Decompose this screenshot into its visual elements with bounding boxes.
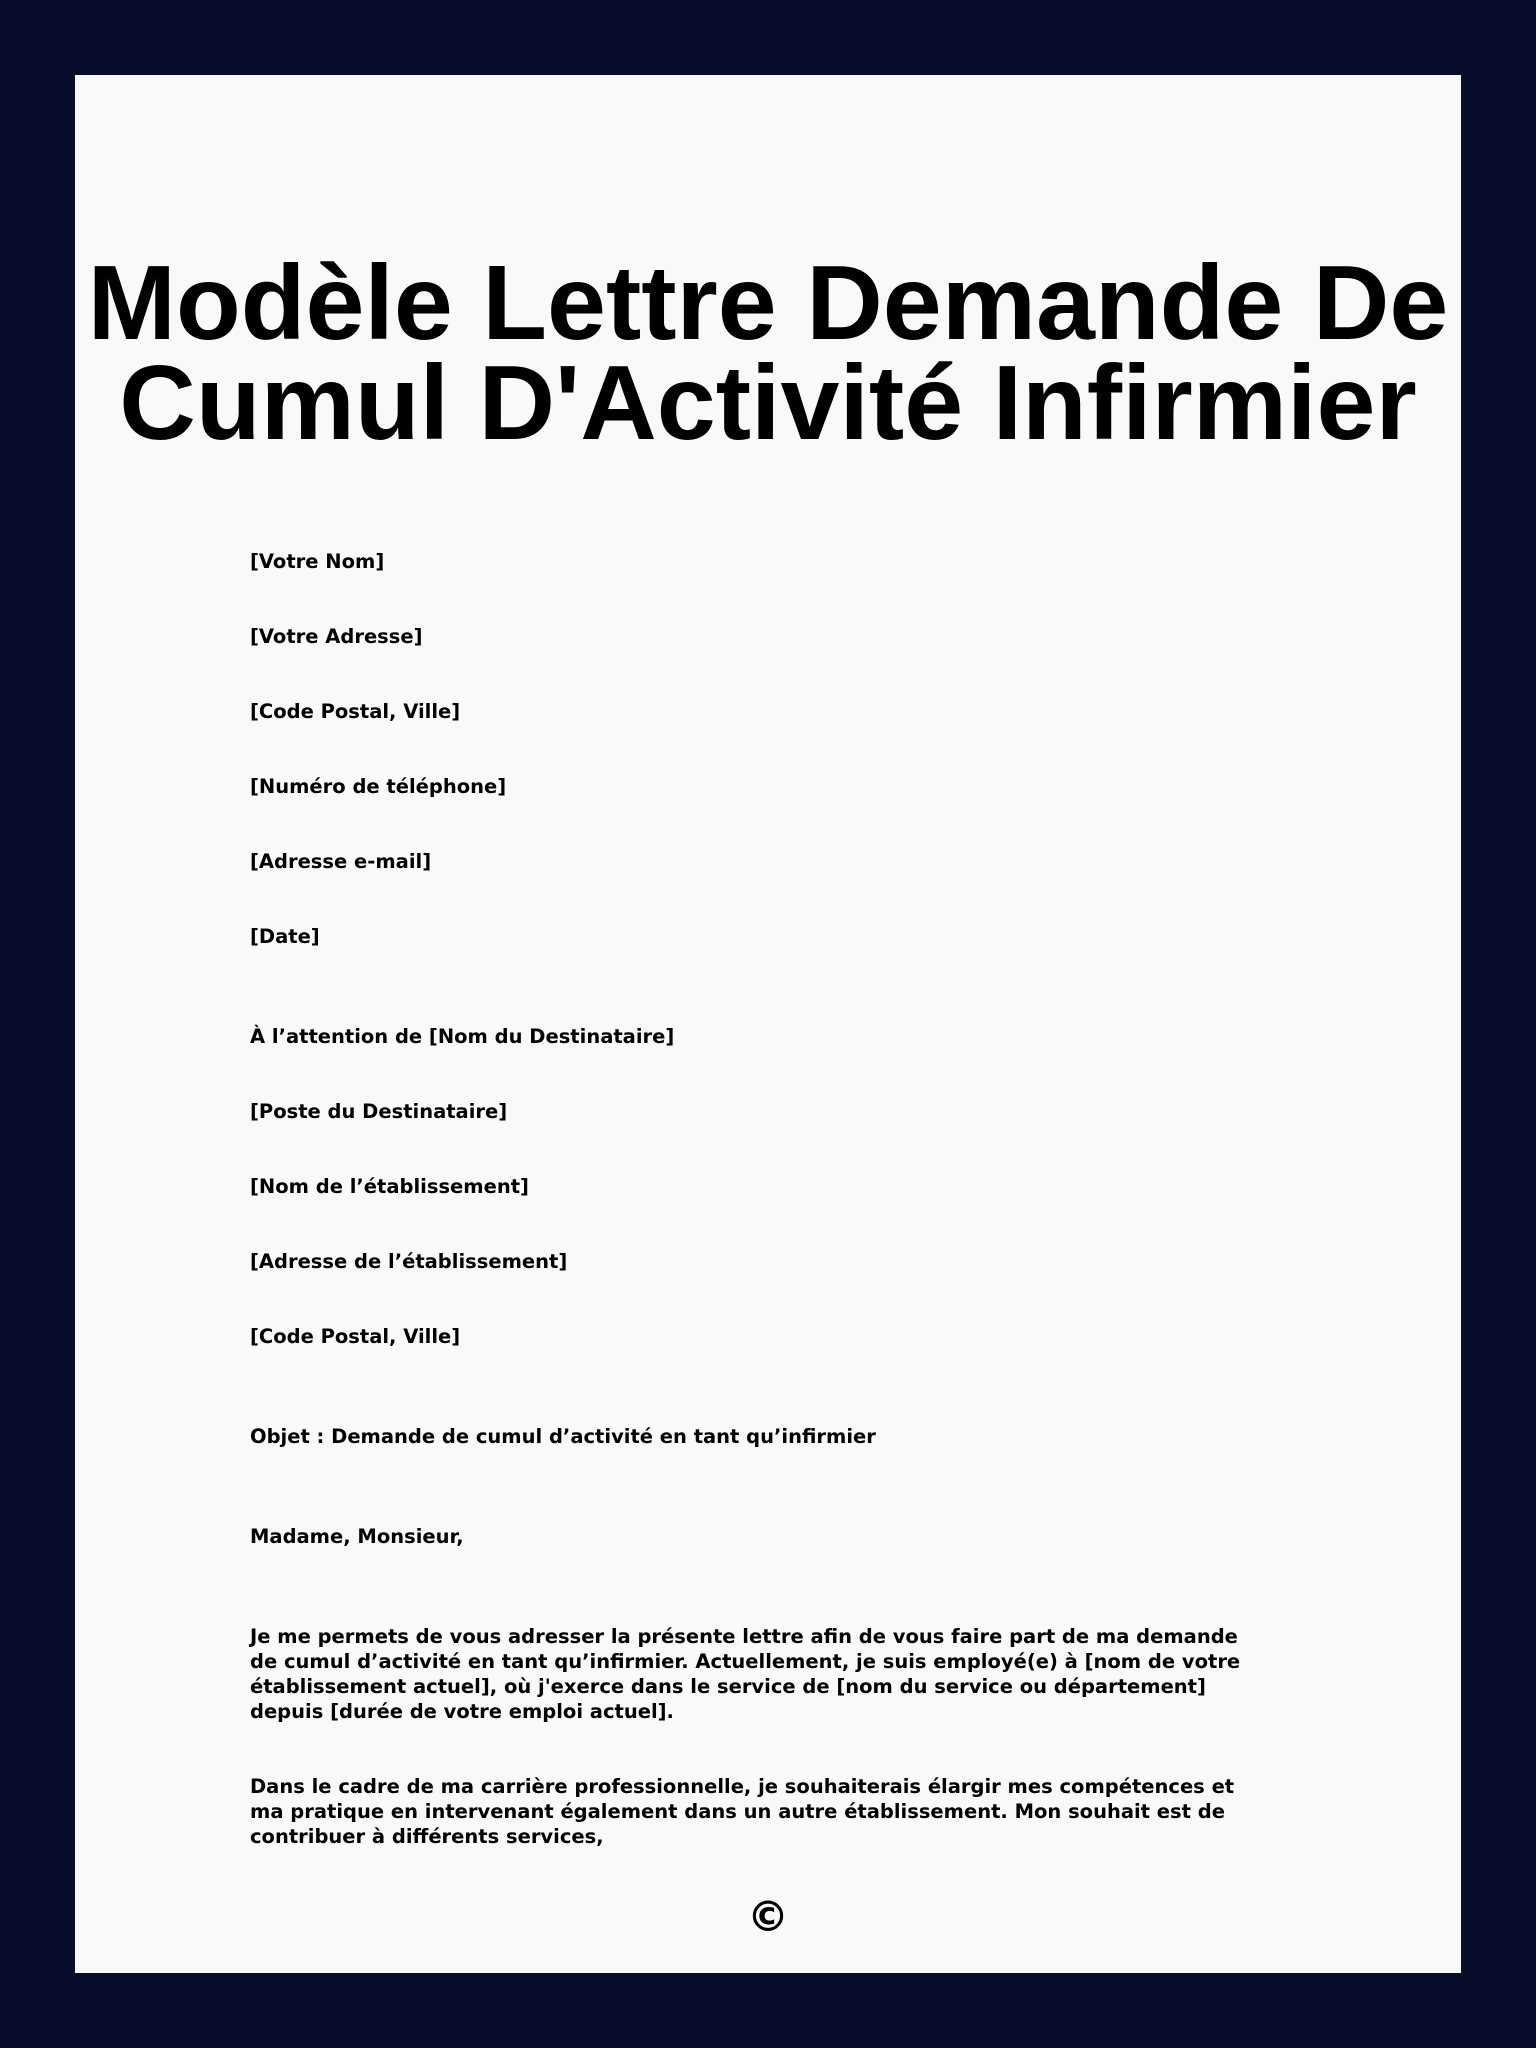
sender-email: [Adresse e-mail] [250,850,432,873]
sender-address: [Votre Adresse] [250,625,423,648]
recipient-postal-city: [Code Postal, Ville] [250,1325,461,1348]
letter-paragraph-2: Dans le cadre de ma carrière professionnelle, je souhaiterais élargir mes compétences et ma pratique en intervenant également dans un autre établissement. Mon souhait est de contribuer à différents services, [250,1775,1235,1848]
recipient-establishment: [Nom de l’établissement] [250,1175,529,1198]
document-page [75,75,1461,1973]
recipient-establishment-address: [Adresse de l’établissement] [250,1250,568,1273]
sender-postal-city: [Code Postal, Ville] [250,700,461,723]
sender-phone: [Numéro de téléphone] [250,775,507,798]
letter-date: [Date] [250,925,320,948]
document-title: Modèle Lettre Demande De Cumul D'Activité Infirmier [87,244,1449,462]
letter-salutation: Madame, Monsieur, [250,1525,464,1548]
recipient-position: [Poste du Destinataire] [250,1100,508,1123]
recipient-attention: À l’attention de [Nom du Destinataire] [250,1025,675,1048]
letter-paragraph-1: Je me permets de vous adresser la présente lettre afin de vous faire part de ma demande de cumul d’activité en tant qu’infirmier. Actuellement, je suis employé(e) à [nom de votre établissement actuel], où j'exerce dans le service de [nom du service ou département] depuis [durée de votre emploi actuel]. [250,1625,1241,1723]
sender-name: [Votre Nom] [250,550,385,573]
letter-subject: Objet : Demande de cumul d’activité en tant qu’infirmier [250,1425,876,1448]
copyright-icon: © [747,1892,789,1941]
